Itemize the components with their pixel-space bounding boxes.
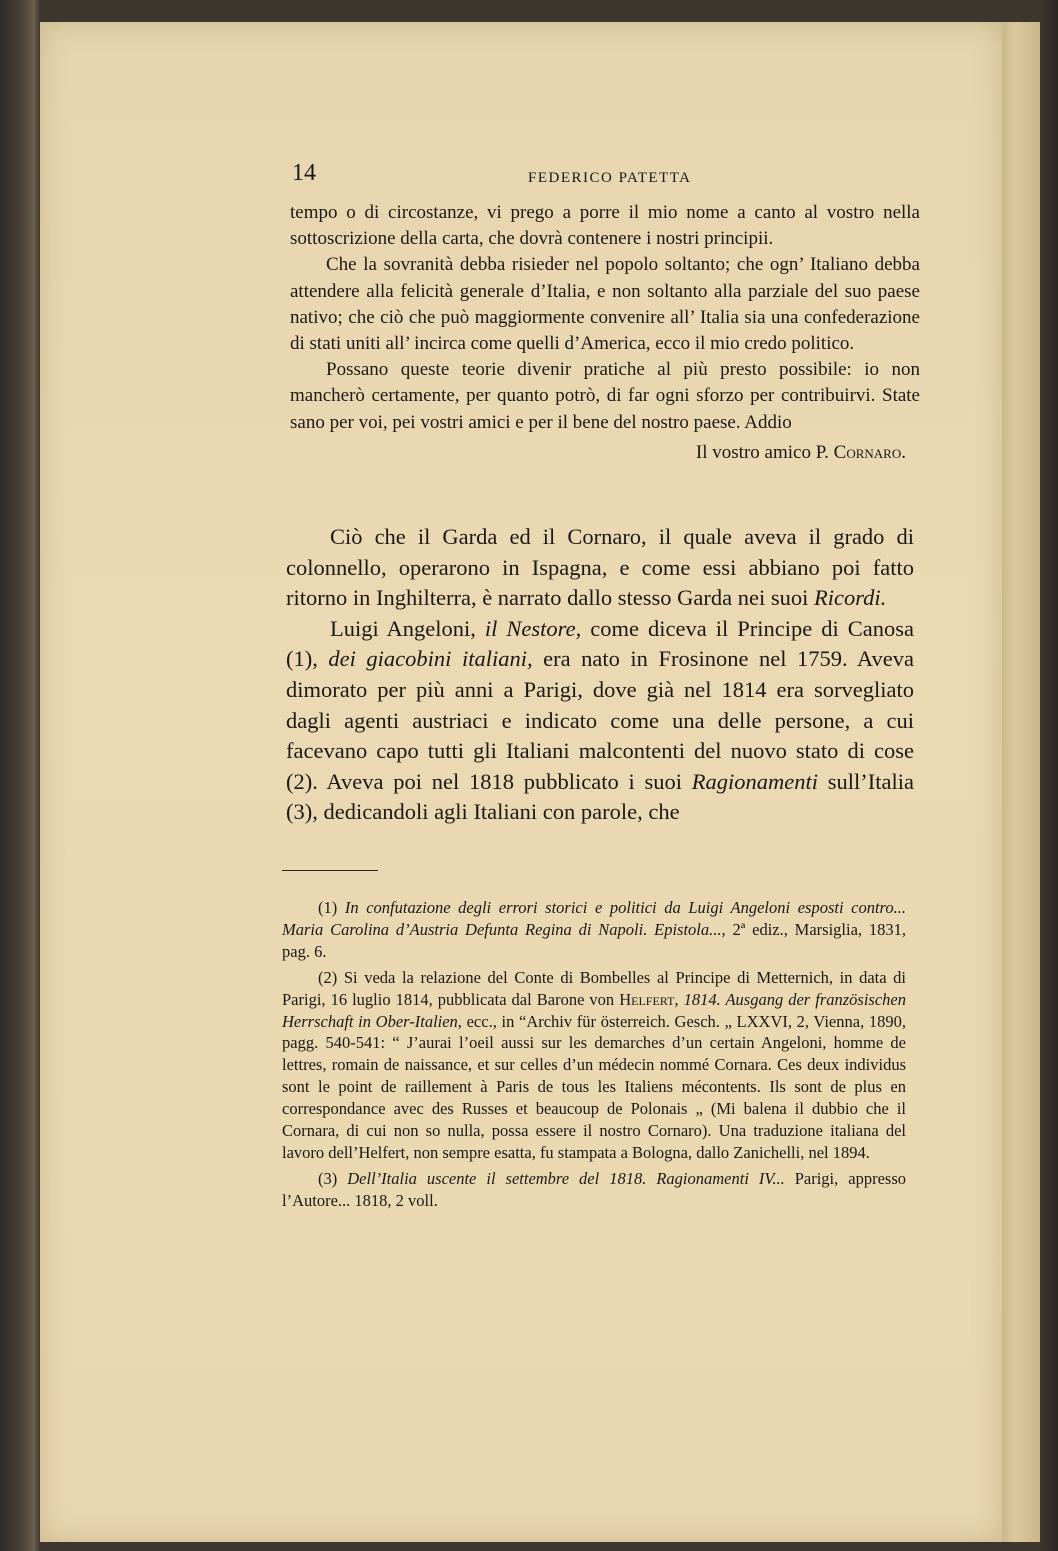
main-p1-italic: Ricordi. <box>813 585 887 611</box>
footnote-3-mark: (3) <box>318 1168 348 1188</box>
main-paragraph-1 <box>286 522 914 614</box>
main-p2-italic-3: Ragionamenti <box>691 768 818 794</box>
footnote-1 <box>282 897 906 963</box>
footnote-3 <box>282 1168 906 1212</box>
footnote-2-italic: 1814. Ausgang der französischen Herrschaft in Ober-Italien, <box>282 989 906 1031</box>
footnote-2-text-b: ecc., in “Archiv für österreich. Gesch. „ LXXVI, 2, Vienna, 1890, pagg. 540-541: “ J’aurai l’oeil aussi sur les demarches d’un certain Angeloni, homme de lettres, romain de naissance, et sur celles d’un médecin nommé Cornara. Ces deux individus sont le point de raillement à Paris de tous les Italiens mécontents. Ils sont de plus en correspondance avec des Russes et beaucoup de Polonais „ (Mi balena il dubbio che il Cornara, di cui non so nulla, possa essere il nostro Cornaro). Una traduzione italiana del lavoro dell’Helfert, non sempre esatta, fu stampata a Bologna, dallo Zanichelli, nel 1894. <box>282 1011 906 1162</box>
letter-paragraph-2: Che la sovranità debba risieder nel popolo soltanto; che ogn’ Italiano debba attendere alla felicità generale d’Italia, e non soltanto alla parziale del suo paese nativo; che ciò che può maggiormente convenire all’ Italia sia una confederazione di stati uniti all’ incirca come quelli d’America, ecco il mio credo politico. <box>290 254 920 355</box>
main-p2-text-c: era nato in Frosinone nel 1759. Aveva dimorato per più anni a Parigi, dove già nel 1814 era sorvegliato dagli agenti austriaci e indicato come una delle persone, a cui facevano capo tutti gli Italiani malcontenti del nuovo stato di cose (2). Aveva poi nel 1818 pubblicato i suoi <box>286 646 914 794</box>
letter-paragraph-3: Possano queste teorie divenir pratiche al più presto possibile: io non mancherò certamente, per quanto potrò, di far ogni sforzo per contribuirvi. State sano per voi, pei vostri amici e per il bene del nostro paese. Addio <box>290 359 920 433</box>
footnote-1-italic: In confutazione degli errori storici e politici da Luigi Angeloni esposti contro... Maria Carolina d’Austria Defunta Regina di Napoli. Epistola..., <box>282 898 906 939</box>
main-text <box>286 522 914 828</box>
next-page-edge <box>1000 22 1040 1542</box>
footnote-2-text-a: (2) Si veda la relazione del Conte di Bombelles al Principe di Metternich, in data di Parigi, 16 luglio 1814, pubblicata dal Barone von <box>282 967 906 1009</box>
footnote-3-italic: Dell’Italia uscente il settembre del 1818. Ragionamenti IV... <box>347 1168 785 1188</box>
main-p2-text-d: sull’Italia (3), dedicandoli agli Italiani con parole, che <box>286 768 914 825</box>
signature-prefix: Il vostro amico P. <box>695 441 834 463</box>
signature-name: Cornaro. <box>833 441 906 463</box>
main-paragraph-2 <box>286 614 914 828</box>
main-p2-italic-1: il Nestore, <box>484 615 582 641</box>
footnotes <box>282 870 906 1216</box>
page-number: 14 <box>292 160 316 186</box>
footnote-2 <box>282 967 906 1164</box>
footnote-2-smallcaps: Helfert, <box>619 989 679 1009</box>
main-p1-text: Ciò che il Garda ed il Cornaro, il quale aveva il grado di colonnello, operarono in Ispagna, e come essi abbiano poi fatto ritorno in Inghilterra, è narrato dallo stesso Garda nei suoi <box>286 524 914 611</box>
footnote-1-rest: 2ª ediz., Marsiglia, 1831, pag. 6. <box>282 919 906 961</box>
letter-block <box>290 200 920 466</box>
letter-paragraph-1: tempo o di circostanze, vi prego a porre il mio nome a canto al vostro nella sottoscrizione della carta, che dovrà contenere i nostri principii. <box>290 202 920 250</box>
footnote-rule <box>282 870 378 871</box>
main-p2-text-b: come diceva il Principe di Canosa (1), <box>286 615 914 672</box>
running-head: FEDERICO PATETTA <box>528 170 692 186</box>
page-header <box>288 160 918 190</box>
main-p2-italic-2: dei giacobini italiani, <box>328 646 533 672</box>
main-p2-text-a: Luigi Angeloni, <box>330 615 485 641</box>
footnote-1-mark: (1) <box>318 898 345 917</box>
letter-signature <box>290 440 920 466</box>
footnote-3-rest: Parigi, appresso l’Autore... 1818, 2 voll. <box>282 1168 906 1210</box>
